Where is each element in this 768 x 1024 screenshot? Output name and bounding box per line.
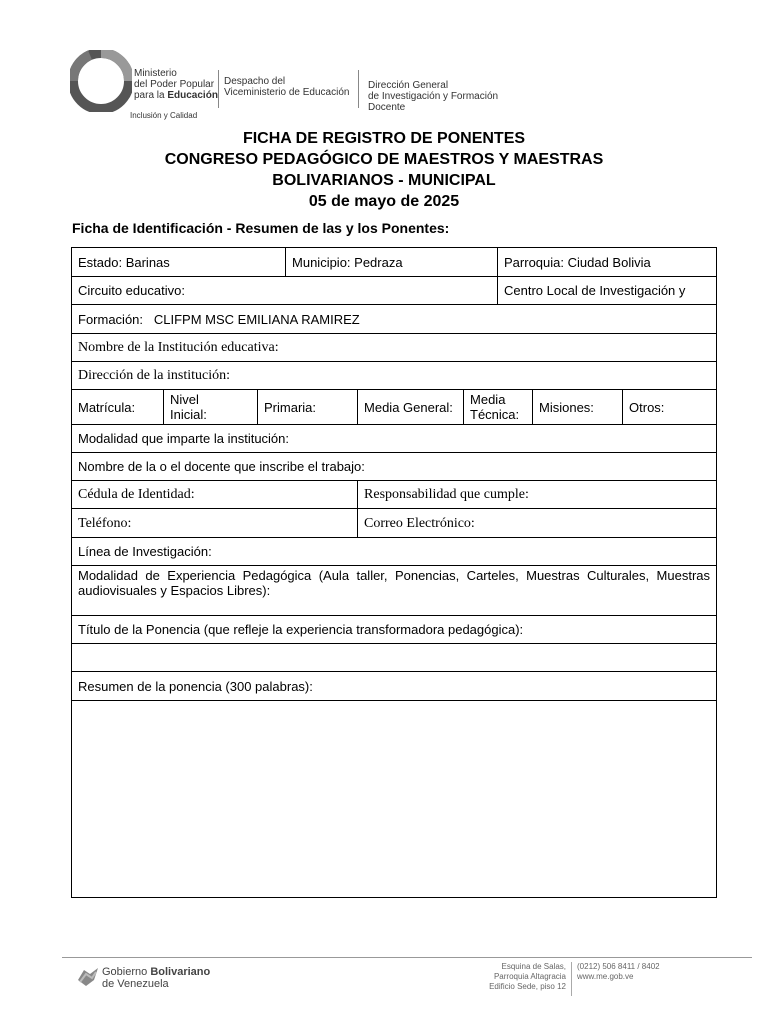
table-row bbox=[72, 701, 717, 898]
formacion-field[interactable] bbox=[72, 305, 717, 334]
formacion-label: Formación: bbox=[78, 311, 144, 327]
footer-divider bbox=[62, 957, 752, 958]
correo-field[interactable]: Correo Electrónico: bbox=[358, 509, 717, 538]
media-general-field[interactable]: Media General: bbox=[358, 390, 464, 425]
formacion-value: CLIFPM MSC EMILIANA RAMIREZ bbox=[153, 311, 360, 327]
table-row bbox=[72, 672, 717, 701]
municipio-field[interactable]: Municipio: Pedraza bbox=[286, 248, 498, 277]
telefono-field[interactable]: Teléfono: bbox=[72, 509, 358, 538]
table-row bbox=[72, 616, 717, 644]
table-row bbox=[72, 277, 717, 305]
direction-name: Dirección General de Investigación y Formación Docente bbox=[368, 80, 499, 113]
table-row bbox=[72, 538, 717, 566]
centro-local-field[interactable]: Centro Local de Investigación y bbox=[498, 277, 717, 305]
circuito-field[interactable]: Circuito educativo: bbox=[72, 277, 498, 305]
parroquia-field[interactable]: Parroquia: Ciudad Bolivia bbox=[498, 248, 717, 277]
nivel-inicial-field[interactable]: Nivel Inicial: bbox=[164, 390, 258, 425]
titulo-ponencia-field[interactable] bbox=[72, 644, 717, 672]
resumen-field[interactable] bbox=[72, 701, 717, 898]
section-heading: Ficha de Identificación - Resumen de las y los Ponentes: bbox=[72, 220, 450, 236]
matricula-field[interactable]: Matrícula: bbox=[72, 390, 164, 425]
footer-divider bbox=[571, 962, 572, 996]
header-divider bbox=[218, 70, 219, 108]
vice-ministry-name: Despacho del Viceministerio de Educación bbox=[224, 76, 350, 98]
linea-investigacion-field[interactable]: Línea de Investigación: bbox=[72, 538, 717, 566]
document-title: FICHA DE REGISTRO DE PONENTES CONGRESO PEDAGÓGICO DE MAESTROS Y MAESTRAS BOLIVARIANOS - MUNICIPAL 05 de mayo de 2025 bbox=[164, 130, 604, 210]
government-logo: Gobierno Bolivariano de Venezuela bbox=[76, 964, 216, 992]
ministry-tagline: Inclusión y Calidad bbox=[130, 111, 198, 120]
government-logo-icon bbox=[76, 966, 100, 988]
misiones-field[interactable]: Misiones: bbox=[533, 390, 623, 425]
primaria-field[interactable]: Primaria: bbox=[258, 390, 358, 425]
table-row bbox=[72, 390, 717, 425]
nombre-docente-field[interactable]: Nombre de la o el docente que inscribe el trabajo: bbox=[72, 453, 717, 481]
ministry-name: Ministerio del Poder Popular para la Educación bbox=[134, 68, 218, 101]
direccion-institucion-field[interactable]: Dirección de la institución: bbox=[72, 362, 717, 390]
nombre-institucion-field[interactable]: Nombre de la Institución educativa: bbox=[72, 334, 717, 362]
footer-contact: (0212) 506 8411 / 8402 www.me.gob.ve bbox=[577, 962, 660, 981]
registration-form bbox=[71, 247, 717, 898]
table-row bbox=[72, 509, 717, 538]
table-row bbox=[72, 481, 717, 509]
otros-field[interactable]: Otros: bbox=[623, 390, 717, 425]
modalidad-experiencia-field[interactable]: Modalidad de Experiencia Pedagógica (Aula taller, Ponencias, Carteles, Muestras Culturales, Muestras audiovisuales y Espacios Libres): bbox=[72, 566, 717, 616]
estado-field[interactable]: Estado: Barinas bbox=[72, 248, 286, 277]
ministry-logo-icon bbox=[70, 50, 132, 112]
table-row bbox=[72, 453, 717, 481]
table-row bbox=[72, 334, 717, 362]
cedula-field[interactable]: Cédula de Identidad: bbox=[72, 481, 358, 509]
table-row bbox=[72, 362, 717, 390]
table-row bbox=[72, 425, 717, 453]
table-row bbox=[72, 566, 717, 616]
media-tecnica-field[interactable]: Media Técnica: bbox=[464, 390, 533, 425]
table-row bbox=[72, 305, 717, 334]
table-row bbox=[72, 248, 717, 277]
responsabilidad-field[interactable]: Responsabilidad que cumple: bbox=[358, 481, 717, 509]
resumen-label: Resumen de la ponencia (300 palabras): bbox=[72, 672, 717, 701]
titulo-ponencia-label: Título de la Ponencia (que refleje la experiencia transformadora pedagógica): bbox=[72, 616, 717, 644]
modalidad-imparte-field[interactable]: Modalidad que imparte la institución: bbox=[72, 425, 717, 453]
header-logos bbox=[66, 46, 536, 122]
footer-address: Esquina de Salas, Parroquia Altagracia Edificio Sede, piso 12 bbox=[489, 962, 566, 991]
header-divider bbox=[358, 70, 359, 108]
table-row bbox=[72, 644, 717, 672]
